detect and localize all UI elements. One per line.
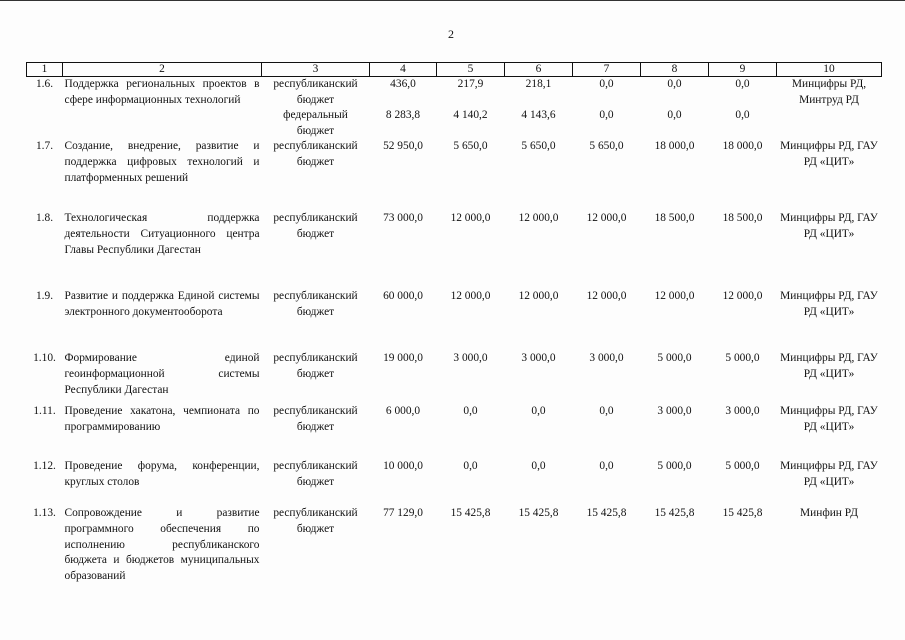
amount-cell — [641, 139, 709, 211]
amount-value: 217,9 — [457, 78, 484, 90]
amount-cell — [641, 459, 709, 506]
amount-value: 3 000,0 — [521, 352, 556, 365]
funding-source-label: республиканский бюджет — [273, 352, 358, 380]
amount-value: 3 000,0 — [725, 405, 760, 418]
amount-cell — [370, 211, 437, 289]
column-header: 1 — [27, 63, 63, 77]
amount-cell — [641, 77, 709, 140]
amount-cell — [573, 77, 641, 140]
amount-cell — [641, 351, 709, 404]
table-row — [27, 289, 882, 351]
amount-value: 52 950,0 — [383, 140, 423, 153]
column-header: 6 — [505, 63, 573, 77]
funding-source — [262, 459, 370, 506]
amount-value: 15 425,8 — [722, 507, 763, 520]
amount-value: 0,0 — [599, 78, 614, 90]
column-header: 4 — [370, 63, 437, 77]
row-number: 1.12. — [33, 460, 56, 473]
funding-source — [262, 211, 370, 289]
amount-value: 15 425,8 — [450, 507, 491, 520]
funding-source — [262, 139, 370, 211]
activity-name: Формирование единой геоинформационной системы Республики Дагестан — [64, 352, 260, 396]
funding-source-label: республиканский бюджет — [273, 507, 358, 535]
table-row — [27, 211, 882, 289]
page-number: 2 — [448, 27, 454, 41]
amount-value: 6 000,0 — [385, 405, 421, 418]
responsible-executor: Минцифры РД, ГАУ РД «ЦИТ» — [780, 140, 878, 168]
amount-cell — [505, 211, 573, 289]
amount-cell — [709, 459, 777, 506]
responsible-executor: Минфин РД — [800, 507, 858, 520]
amount-cell — [641, 289, 709, 351]
amount-cell — [437, 77, 505, 140]
funding-source-label: республиканский бюджет — [273, 212, 358, 240]
activity-name: Сопровождение и развитие программного обеспечения по исполнению республиканского бюджета и бюджетов муниципальных образований — [64, 507, 260, 582]
amount-cell — [505, 404, 573, 459]
amount-cell — [370, 459, 437, 506]
amount-value: 5 000,0 — [657, 460, 692, 473]
amount-value: 0,0 — [463, 405, 478, 418]
amount-cell — [437, 459, 505, 506]
funding-source — [262, 351, 370, 404]
amount-cell — [709, 211, 777, 289]
amount-cell — [641, 506, 709, 596]
row-number: 1.10. — [33, 352, 56, 365]
amount-value: 0,0 — [531, 460, 546, 473]
amount-cell — [437, 211, 505, 289]
amount-value: 0,0 — [599, 460, 614, 473]
row-number: 1.9. — [35, 290, 54, 303]
amount-value: 12 000,0 — [450, 290, 491, 303]
amount-value: 12 000,0 — [586, 290, 627, 303]
funding-source — [262, 404, 370, 459]
responsible-executor: Минцифры РД, ГАУ РД «ЦИТ» — [780, 405, 878, 433]
amount-value: 5 000,0 — [725, 352, 760, 365]
amount-cell — [573, 404, 641, 459]
responsible-executor: Минцифры РД, ГАУ РД «ЦИТ» — [780, 212, 878, 240]
amount-cell — [573, 139, 641, 211]
amount-cell — [709, 351, 777, 404]
amount-cell — [641, 404, 709, 459]
row-number: 1.8. — [35, 212, 54, 225]
amount-value: 4 140,2 — [453, 109, 488, 122]
amount-cell — [709, 506, 777, 596]
amount-value: 0,0 — [735, 109, 750, 122]
activity-name: Поддержка региональных проектов в сфере информационных технологий — [64, 78, 260, 106]
amount-cell — [505, 459, 573, 506]
amount-cell — [370, 139, 437, 211]
amount-cell — [437, 506, 505, 596]
amount-value: 18 500,0 — [722, 212, 763, 225]
table-body — [27, 77, 882, 597]
column-header: 3 — [262, 63, 370, 77]
amount-value: 0,0 — [735, 78, 750, 90]
amount-cell — [709, 289, 777, 351]
funding-source-label: республиканский бюджет — [273, 140, 358, 168]
amount-value: 18 000,0 — [722, 140, 763, 153]
column-header: 7 — [573, 63, 641, 77]
row-number: 1.11. — [33, 405, 56, 418]
funding-source-label: республиканский бюджет — [273, 290, 358, 318]
amount-value: 0,0 — [667, 78, 682, 90]
amount-value: 10 000,0 — [383, 460, 423, 473]
amount-value: 60 000,0 — [383, 290, 423, 303]
row-number: 1.6. — [35, 78, 54, 90]
amount-value: 12 000,0 — [722, 290, 763, 303]
amount-cell — [437, 289, 505, 351]
budget-table — [26, 62, 882, 596]
amount-value: 18 500,0 — [654, 212, 695, 225]
column-header: 2 — [63, 63, 262, 77]
amount-cell — [709, 139, 777, 211]
table-row — [27, 459, 882, 506]
table-row — [27, 404, 882, 459]
scan-top-edge — [0, 0, 905, 1]
funding-source-label: федеральный бюджет — [283, 109, 348, 137]
column-header: 10 — [777, 63, 882, 77]
amount-cell — [437, 351, 505, 404]
amount-value: 3 000,0 — [453, 352, 488, 365]
amount-cell — [505, 139, 573, 211]
amount-value: 8 283,8 — [385, 109, 421, 122]
funding-source-label: республиканский бюджет — [273, 405, 358, 433]
amount-value: 15 425,8 — [586, 507, 627, 520]
amount-cell — [370, 351, 437, 404]
amount-value: 5 650,0 — [589, 140, 624, 153]
amount-value: 5 650,0 — [453, 140, 488, 153]
amount-cell — [505, 289, 573, 351]
table-row — [27, 351, 882, 404]
amount-cell — [641, 211, 709, 289]
amount-cell — [573, 211, 641, 289]
activity-name: Проведение хакатона, чемпионата по программированию — [64, 405, 260, 433]
amount-value: 436,0 — [390, 78, 416, 90]
responsible-executor: Минцифры РД, ГАУ РД «ЦИТ» — [780, 352, 878, 380]
amount-value: 0,0 — [667, 109, 682, 122]
table-row — [27, 77, 882, 140]
amount-value: 15 425,8 — [518, 507, 559, 520]
amount-value: 0,0 — [599, 109, 614, 122]
amount-value: 12 000,0 — [518, 290, 559, 303]
amount-cell — [370, 289, 437, 351]
table-row — [27, 139, 882, 211]
row-number: 1.13. — [33, 507, 56, 520]
amount-cell — [370, 77, 437, 140]
amount-value: 77 129,0 — [383, 507, 423, 520]
responsible-executor: Минцифры РД, ГАУ РД «ЦИТ» — [780, 290, 878, 318]
responsible-executor: Минцифры РД, ГАУ РД «ЦИТ» — [780, 460, 878, 488]
funding-source-label: республиканский бюджет — [273, 78, 358, 106]
funding-source-label: республиканский бюджет — [273, 460, 358, 488]
amount-cell — [505, 77, 573, 140]
amount-value: 19 000,0 — [383, 352, 423, 365]
funding-source — [262, 289, 370, 351]
amount-value: 12 000,0 — [518, 212, 559, 225]
activity-name: Создание, внедрение, развитие и поддержка цифровых технологий и платформенных решений — [64, 140, 260, 184]
amount-cell — [437, 404, 505, 459]
amount-value: 218,1 — [525, 78, 552, 90]
amount-value: 5 000,0 — [657, 352, 692, 365]
amount-value: 15 425,8 — [654, 507, 695, 520]
amount-cell — [370, 404, 437, 459]
amount-cell — [437, 139, 505, 211]
amount-value: 0,0 — [463, 460, 478, 473]
column-header: 5 — [437, 63, 505, 77]
column-header: 9 — [709, 63, 777, 77]
amount-value: 12 000,0 — [450, 212, 491, 225]
amount-cell — [573, 351, 641, 404]
activity-name: Технологическая поддержка деятельности Ситуационного центра Главы Республики Дагестан — [64, 212, 260, 256]
funding-source — [262, 506, 370, 596]
amount-value: 3 000,0 — [589, 352, 624, 365]
amount-value: 0,0 — [599, 405, 614, 418]
amount-value: 0,0 — [531, 405, 546, 418]
amount-cell — [573, 459, 641, 506]
activity-name: Проведение форума, конференции, круглых столов — [64, 460, 260, 488]
amount-value: 5 650,0 — [521, 140, 556, 153]
header-row — [27, 63, 882, 77]
amount-cell — [370, 506, 437, 596]
activity-name: Развитие и поддержка Единой системы электронного документооборота — [64, 290, 260, 318]
amount-cell — [709, 404, 777, 459]
table-row — [27, 506, 882, 596]
amount-value: 18 000,0 — [654, 140, 695, 153]
amount-cell — [505, 506, 573, 596]
amount-value: 12 000,0 — [654, 290, 695, 303]
responsible-executor: Минцифры РД, Минтруд РД — [791, 78, 867, 106]
amount-value: 3 000,0 — [657, 405, 692, 418]
funding-source — [262, 77, 370, 140]
amount-cell — [505, 351, 573, 404]
column-header: 8 — [641, 63, 709, 77]
row-number: 1.7. — [35, 140, 54, 153]
amount-value: 4 143,6 — [521, 109, 556, 122]
amount-value: 12 000,0 — [586, 212, 627, 225]
amount-cell — [573, 506, 641, 596]
amount-value: 73 000,0 — [383, 212, 423, 225]
amount-cell — [709, 77, 777, 140]
amount-value: 5 000,0 — [725, 460, 760, 473]
amount-cell — [573, 289, 641, 351]
